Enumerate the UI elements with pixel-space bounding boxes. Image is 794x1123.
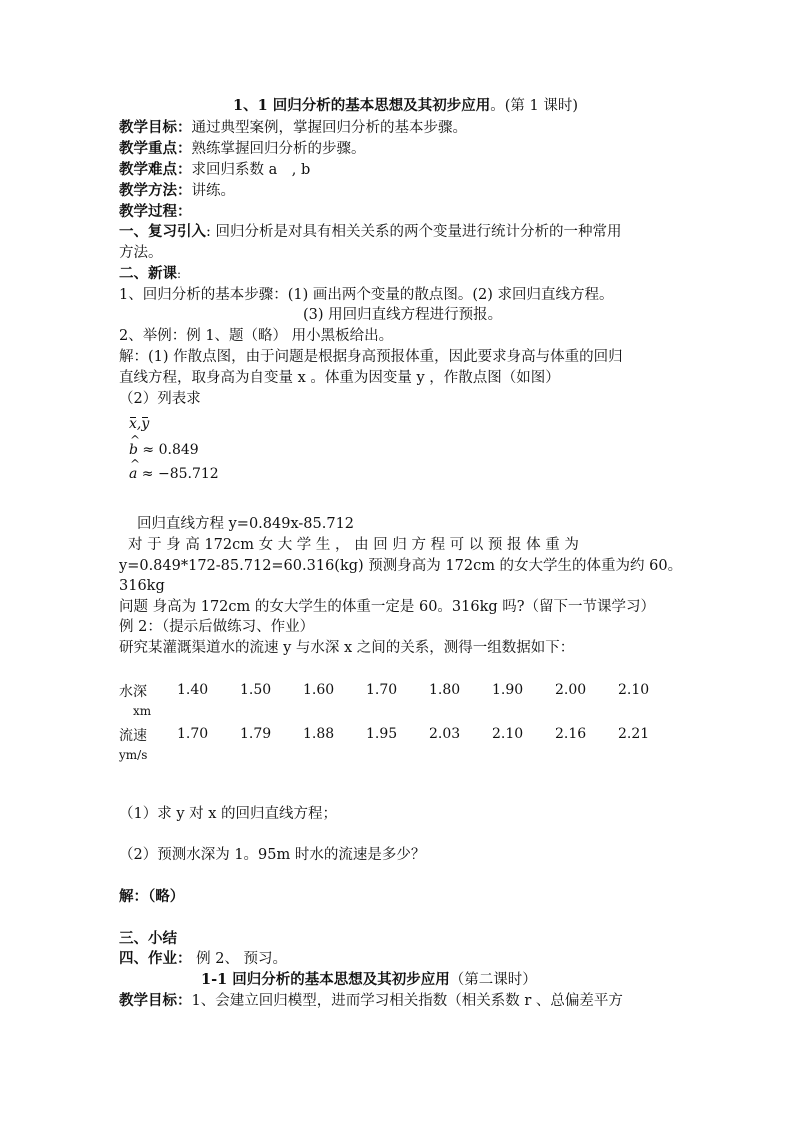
review-label: 一、复习引入 <box>119 223 206 240</box>
review-colon: : <box>206 224 211 240</box>
table-row <box>119 678 681 722</box>
homework-label: 四、作业： <box>119 950 192 967</box>
lesson1-title <box>233 96 578 116</box>
steps-line-2: (3) 用回归直线方程进行预报。 <box>303 307 503 323</box>
solution-line-2: 直线方程，取身高为自变量 x 。体重为因变量 y ，作散点图（如图） <box>119 370 560 386</box>
new-lesson-label: 二、新课 <box>119 265 177 282</box>
table-cell: 1.95 <box>366 726 398 742</box>
example2-line: 例 2：（提示后做练习、作业） <box>119 619 315 635</box>
data-table <box>119 678 681 766</box>
row1-unit: xm <box>133 704 152 718</box>
key-point-label: 教学重点： <box>119 140 192 157</box>
lesson2-title-text: 1-1 回归分析的基本思想及其初步应用 <box>201 971 450 988</box>
table-cell: 1.80 <box>429 682 461 698</box>
difficulty-line <box>119 160 310 180</box>
new-lesson-colon: : <box>177 267 182 281</box>
table-cell: 1.40 <box>177 682 209 698</box>
homework-text: 例 2、 预习。 <box>191 951 288 967</box>
prediction-line-2: y=0.849*172-85.712=60.316(kg) 预测身高为 172cm 的女大学生的体重为约 60。 <box>119 558 683 574</box>
table-cell: 1.70 <box>177 726 209 742</box>
research-line: 研究某灌溉渠道水的流速 y 与水深 x 之间的关系，测得一组数据如下： <box>119 640 575 656</box>
math-b-hat: ^ b ≈ 0.849 <box>129 442 199 458</box>
table-row-header <box>119 722 177 766</box>
method-label: 教学方法： <box>119 182 192 199</box>
key-point-line <box>119 139 366 159</box>
table-cell: 2.00 <box>555 682 587 698</box>
example1-line: 2、举例：例 1、题（略） 用小黑板给出。 <box>119 328 394 344</box>
prediction-line-3: 316kg <box>119 578 165 594</box>
prediction-line-1: 对 于 身 高 172cm 女 大 学 生 ， 由 回 归 方 程 可 以 预 报 体 重 为 <box>128 537 579 553</box>
table-cell: 1.88 <box>303 726 335 742</box>
review-text: 回归分析是对具有相关关系的两个变量进行统计分析的一种常用 <box>210 224 622 240</box>
summary-heading: 三、小结 <box>119 930 177 947</box>
table-cell: 1.50 <box>240 682 272 698</box>
question-1: （1）求 y 对 x 的回归直线方程； <box>119 806 338 822</box>
steps-line-1: 1、回归分析的基本步骤：(1) 画出两个变量的散点图。(2) 求回归直线方程。 <box>119 287 614 303</box>
objective-text: 通过典型案例，掌握回归分析的基本步骤。 <box>191 120 467 136</box>
row1-label: 水深 <box>119 684 147 700</box>
key-point-text: 熟练掌握回归分析的步骤。 <box>191 141 366 157</box>
difficulty-text: 求回归系数 a , b <box>191 162 311 178</box>
difficulty-label: 教学难点： <box>119 161 192 178</box>
table-row-header <box>119 678 177 722</box>
table-cell: 2.10 <box>618 682 650 698</box>
list-label: （2）列表求 <box>119 391 201 407</box>
table-cell: 2.03 <box>429 726 461 742</box>
table-cell: 1.60 <box>303 682 335 698</box>
lesson2-title-suffix: （第二课时） <box>449 972 537 988</box>
math-a-hat: ^ a ≈ −85.712 <box>129 466 219 482</box>
method-text: 讲练。 <box>191 183 235 199</box>
math-xbar-ybar: x,y <box>129 416 150 432</box>
table-cell: 2.21 <box>618 726 650 742</box>
table-cell: 1.70 <box>366 682 398 698</box>
method-line <box>119 181 235 201</box>
homework-line <box>119 949 287 969</box>
lesson2-title <box>201 970 537 990</box>
regression-equation-line: 回归直线方程 y=0.849x-85.712 <box>137 516 355 532</box>
answer-line: 解：（略） <box>119 888 185 905</box>
objective-line <box>119 118 467 138</box>
review-line-2: 方法。 <box>119 245 163 261</box>
objective-label: 教学目标： <box>119 119 192 136</box>
table-cell: 2.10 <box>492 726 524 742</box>
review-line <box>119 222 622 242</box>
lesson1-title-text: 1、1 回归分析的基本思想及其初步应用 <box>233 97 491 114</box>
table-cell: 1.79 <box>240 726 272 742</box>
table-cell: 2.16 <box>555 726 587 742</box>
row2-unit: ym/s <box>119 748 148 762</box>
question-line: 问题 身高为 172cm 的女大学生的体重一定是 60。316kg 吗?（留下一节课学习） <box>119 599 656 615</box>
table-row <box>119 722 681 766</box>
lesson2-objective-label: 教学目标： <box>119 992 192 1009</box>
process-heading: 教学过程： <box>119 203 192 220</box>
table-cell: 1.90 <box>492 682 524 698</box>
lesson1-title-suffix: 。(第 1 课时) <box>490 98 578 114</box>
row2-label: 流速 <box>119 728 147 744</box>
lesson2-objective-line <box>119 991 623 1011</box>
question-2: （2）预测水深为 1。95m 时水的流速是多少？ <box>119 847 426 863</box>
lesson2-objective-text: 1、会建立回归模型，进而学习相关指数（相关系数 r 、总偏差平方 <box>191 993 623 1009</box>
solution-line-1: 解：(1) 作散点图，由于问题是根据身高预报体重，因此要求身高与体重的回归 <box>119 349 623 365</box>
new-lesson-heading <box>119 264 181 284</box>
